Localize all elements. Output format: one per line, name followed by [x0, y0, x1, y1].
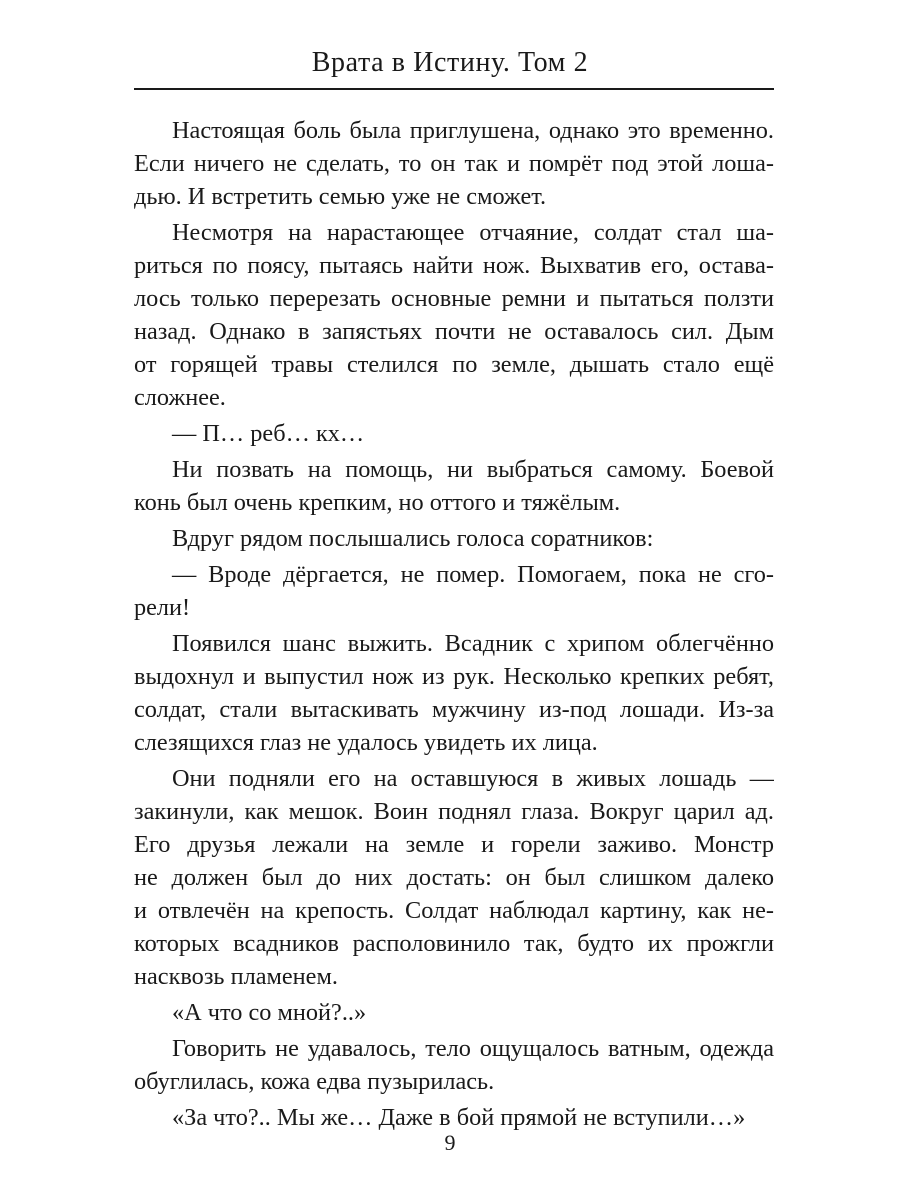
text-line: конь был очень крепким, но оттого и тяжёлым. [134, 489, 621, 516]
text-line: риться по поясу, пытаясь найти нож. Выхватив его, остава- [134, 252, 774, 279]
paragraph [134, 627, 774, 759]
text-line: Вдруг рядом послышались голоса соратников: [172, 525, 654, 552]
text-line: насквозь пламенем. [134, 963, 338, 990]
text-line: сложнее. [134, 384, 226, 411]
paragraph [134, 453, 774, 519]
text-line: дью. И встретить семью уже не сможет. [134, 183, 547, 210]
paragraph [134, 522, 774, 555]
page-number: 9 [444, 1130, 456, 1155]
text-line: рели! [134, 594, 191, 621]
text-line: солдат, стали вытаскивать мужчину из-под лошади. Из-за [134, 696, 774, 723]
header-rule [134, 88, 774, 90]
text-line: «А что со мной?..» [172, 999, 367, 1026]
text-line: Настоящая боль была приглушена, однако это временно. [172, 117, 774, 144]
paragraph [134, 762, 774, 993]
text-line: от горящей травы стелился по земле, дышать стало ещё [134, 351, 774, 378]
text-line: — П… реб… кх… [172, 420, 365, 447]
paragraph [134, 558, 774, 624]
text-line: слезящихся глаз не удалось увидеть их лица. [134, 729, 598, 756]
text-line: Несмотря на нарастающее отчаяние, солдат стал ша- [172, 219, 774, 246]
text-line: выдохнул и выпустил нож из рук. Несколько крепких ребят, [134, 663, 774, 690]
text-line: — Вроде дёргается, не помер. Помогаем, пока не сго- [172, 561, 774, 588]
text-line: Появился шанс выжить. Всадник с хрипом облегчённо [172, 630, 774, 657]
text-line: и отвлечён на крепость. Солдат наблюдал картину, как не- [134, 897, 774, 924]
text-line: не должен был до них достать: он был слишком далеко [134, 864, 774, 891]
text-line: Если ничего не сделать, то он так и помрёт под этой лоша- [134, 150, 774, 177]
text-line: назад. Однако в запястьях почти не оставалось сил. Дым [134, 318, 774, 345]
body-text [134, 114, 774, 1134]
paragraph [134, 1032, 774, 1098]
text-line: обуглилась, кожа едва пузырилась. [134, 1068, 495, 1095]
paragraph [134, 114, 774, 213]
paragraph [134, 417, 774, 450]
text-line: Говорить не удавалось, тело ощущалось ватным, одежда [172, 1035, 774, 1062]
running-title: Врата в Истину. Том 2 [311, 47, 589, 78]
text-line: закинули, как мешок. Воин поднял глаза. Вокруг царил ад. [134, 798, 774, 825]
text-line: которых всадников располовинило так, будто их прожгли [134, 930, 774, 957]
paragraph [134, 996, 774, 1029]
text-line: лось только перерезать основные ремни и пытаться ползти [134, 285, 774, 312]
text-line: Его друзья лежали на земле и горели заживо. Монстр [134, 831, 774, 858]
text-line: «За что?.. Мы же… Даже в бой прямой не вступили…» [172, 1104, 746, 1131]
text-line: Ни позвать на помощь, ни выбраться самому. Боевой [172, 456, 774, 483]
paragraph [134, 216, 774, 414]
text-line: Они подняли его на оставшуюся в живых лошадь — [172, 765, 774, 792]
